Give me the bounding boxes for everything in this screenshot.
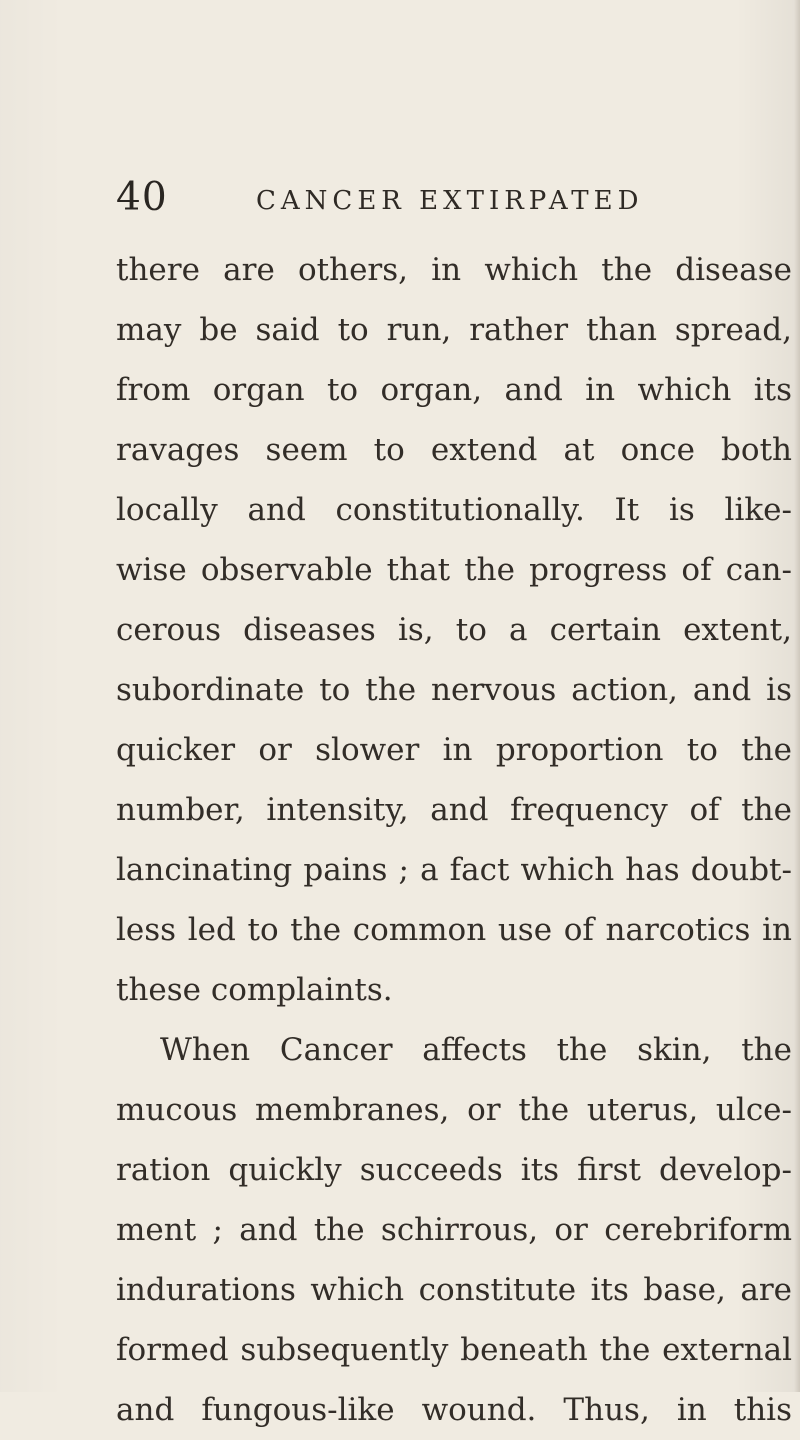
- text-line: cerous diseases is, to a certain extent,: [116, 612, 792, 648]
- text-line: and fungous-like wound. Thus, in this: [116, 1392, 792, 1428]
- text-line: from organ to organ, and in which its: [116, 372, 792, 408]
- text-line: lancinating pains ; a fact which has doubt-: [116, 852, 792, 888]
- text-line: ration quickly succeeds its first develop-: [116, 1152, 792, 1188]
- text-line: quicker or slower in proportion to the: [116, 732, 792, 768]
- text-line: less led to the common use of narcotics in: [116, 912, 792, 948]
- text-line: may be said to run, rather than spread,: [116, 312, 792, 348]
- text-line: subordinate to the nervous action, and is: [116, 672, 792, 708]
- text-line: When Cancer affects the skin, the: [160, 1032, 792, 1068]
- text-line: formed subsequently beneath the external: [116, 1332, 792, 1368]
- text-line: these complaints.: [116, 972, 393, 1008]
- page-number: 40: [116, 175, 168, 220]
- text-line: number, intensity, and frequency of the: [116, 792, 792, 828]
- running-head: CANCER EXTIRPATED: [256, 186, 644, 216]
- text-line: indurations which constitute its base, are: [116, 1272, 792, 1308]
- text-line: wise observable that the progress of can-: [116, 552, 792, 588]
- text-line: mucous membranes, or the uterus, ulce-: [116, 1092, 792, 1128]
- page-header: [116, 175, 796, 238]
- text-line: there are others, in which the disease: [116, 252, 792, 288]
- text-line: ment ; and the schirrous, or cerebriform: [116, 1212, 792, 1248]
- body-text: [116, 240, 792, 1440]
- text-line: locally and constitutionally. It is like-: [116, 492, 792, 528]
- text-line: ravages seem to extend at once both: [116, 432, 792, 468]
